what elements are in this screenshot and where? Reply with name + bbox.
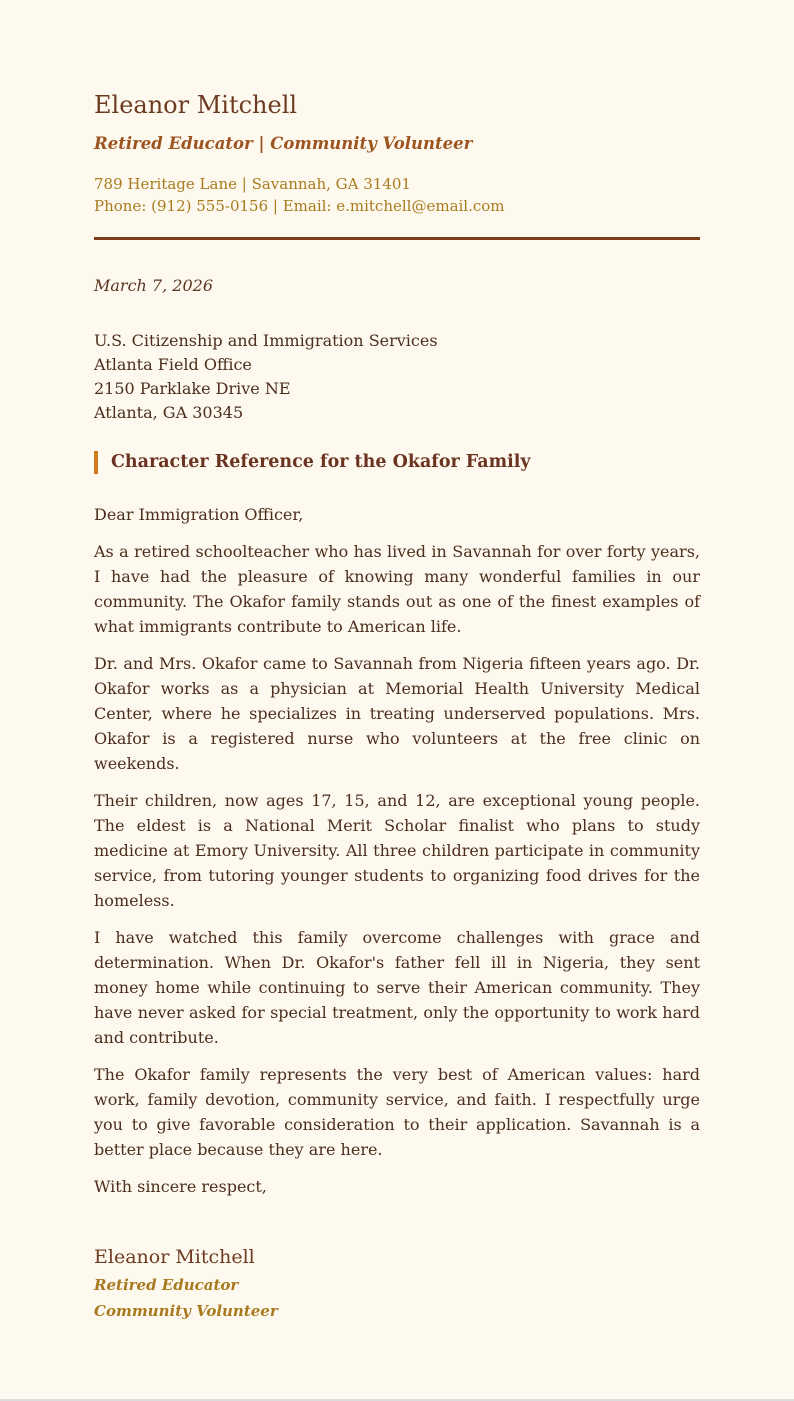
signature-name: Eleanor Mitchell [94, 1246, 255, 1269]
sender-contact-block [94, 173, 700, 217]
sender-subtitle: Retired Educator | Community Volunteer [94, 134, 473, 153]
paragraph-container [94, 539, 700, 1162]
sender-address-line: 789 Heritage Lane | Savannah, GA 31401 [94, 174, 411, 193]
recipient-line: U.S. Citizenship and Immigration Services [94, 330, 438, 350]
recipient-line: 2150 Parklake Drive NE [94, 378, 291, 398]
body-paragraph: Dr. and Mrs. Okafor came to Savannah from Nigeria fifteen years ago. Dr. Okafor works as a physician at Memorial Health University Medical Center, where he specializes in treating underserved populations. Mrs. Okafor is a registered nurse who volunteers at the free clinic on weekends. [94, 654, 700, 774]
body-paragraph: Their children, now ages 17, 15, and 12, are exceptional young people. The eldest is a National Merit Scholar finalist who plans to study medicine at Emory University. All three children participate in community service, from tutoring younger students to organizing food drives for the homeless. [94, 791, 700, 911]
subject-heading: Character Reference for the Okafor Family [94, 451, 700, 475]
letter-body [94, 276, 700, 1322]
sender-phone-email-line: Phone: (912) 555-0156 | Email: e.mitchell@email.com [94, 196, 505, 215]
signature-title-1: Retired Educator [94, 1276, 239, 1295]
recipient-address-block [94, 329, 700, 425]
letterhead [94, 90, 700, 240]
letterhead-divider [94, 237, 700, 240]
signature-title-2: Community Volunteer [94, 1302, 278, 1321]
body-paragraph: I have watched this family overcome challenges with grace and determination. When Dr. Okafor's father fell ill in Nigeria, they sent money home while continuing to serve their American community. They have never asked for special treatment, only the opportunity to work hard and contribute. [94, 928, 700, 1048]
letter-date: March 7, 2026 [94, 275, 213, 295]
recipient-line: Atlanta Field Office [94, 354, 252, 374]
signature-block [94, 1245, 700, 1321]
body-paragraph: As a retired schoolteacher who has lived in Savannah for over forty years, I have had the pleasure of knowing many wonderful families in our community. The Okafor family stands out as one of the finest examples of what immigrants contribute to American life. [94, 542, 700, 637]
salutation: Dear Immigration Officer, [94, 505, 304, 525]
closing-line: With sincere respect, [94, 1177, 267, 1197]
recipient-line: Atlanta, GA 30345 [94, 402, 244, 422]
body-paragraph: The Okafor family represents the very best of American values: hard work, family devotion, community service, and faith. I respectfully urge you to give favorable consideration to their application. Savannah is a better place because they are here. [94, 1065, 700, 1160]
sender-name: Eleanor Mitchell [94, 91, 298, 119]
